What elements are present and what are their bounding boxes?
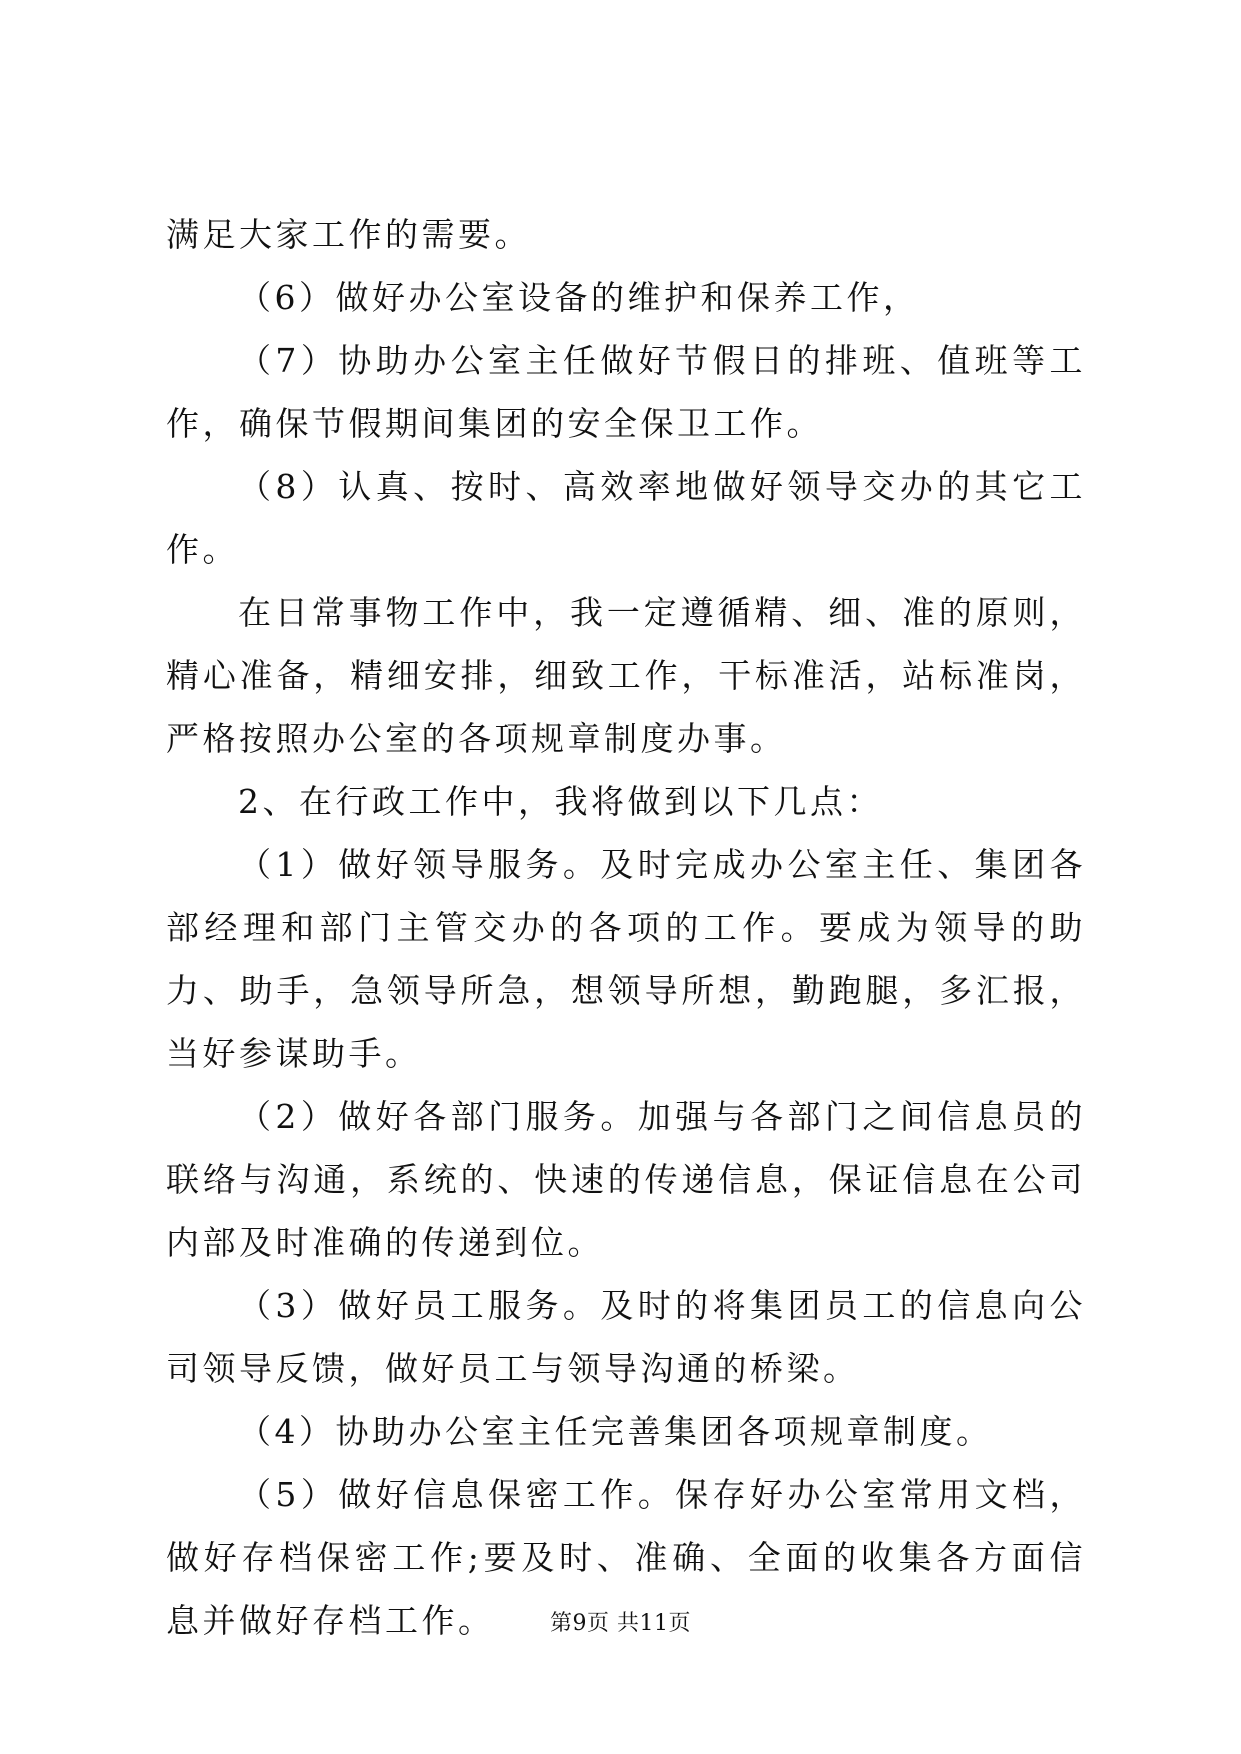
paragraph-8: （2）做好各部门服务。加强与各部门之间信息员的联络与沟通，系统的、快速的传递信息，保证信息在公司内部及时准确的传递到位。 <box>166 1097 1086 1262</box>
paragraph-5: 在日常事物工作中，我一定遵循精、细、准的原则，精心准备，精细安排，细致工作，干标准活，站标准岗，严格按照办公室的各项规章制度办事。 <box>166 593 1086 758</box>
page-footer <box>0 1606 1241 1637</box>
paragraph-1: 满足大家工作的需要。 <box>166 215 531 254</box>
paragraph-10: （4）协助办公室主任完善集团各项规章制度。 <box>238 1412 993 1451</box>
paragraph-9: （3）做好员工服务。及时的将集团员工的信息向公司领导反馈，做好员工与领导沟通的桥梁。 <box>166 1286 1086 1388</box>
page-number-label: 第9页 共11页 <box>550 1611 691 1636</box>
paragraph-3: （7）协助办公室主任做好节假日的排班、值班等工作，确保节假期间集团的安全保卫工作。 <box>166 341 1086 443</box>
paragraph-7: （1）做好领导服务。及时完成办公室主任、集团各部经理和部门主管交办的各项的工作。要成为领导的助力、助手，急领导所急，想领导所想，勤跑腿，多汇报，当好参谋助手。 <box>166 845 1086 1073</box>
paragraph-4: （8）认真、按时、高效率地做好领导交办的其它工作。 <box>166 467 1086 569</box>
paragraph-11: （5）做好信息保密工作。保存好办公室常用文档，做好存档保密工作;要及时、准确、全面的收集各方面信息并做好存档工作。 <box>166 1475 1086 1640</box>
paragraph-6: 2、在行政工作中，我将做到以下几点： <box>238 782 883 821</box>
document-body <box>166 203 1086 1652</box>
paragraph-2: （6）做好办公室设备的维护和保养工作， <box>238 278 920 317</box>
